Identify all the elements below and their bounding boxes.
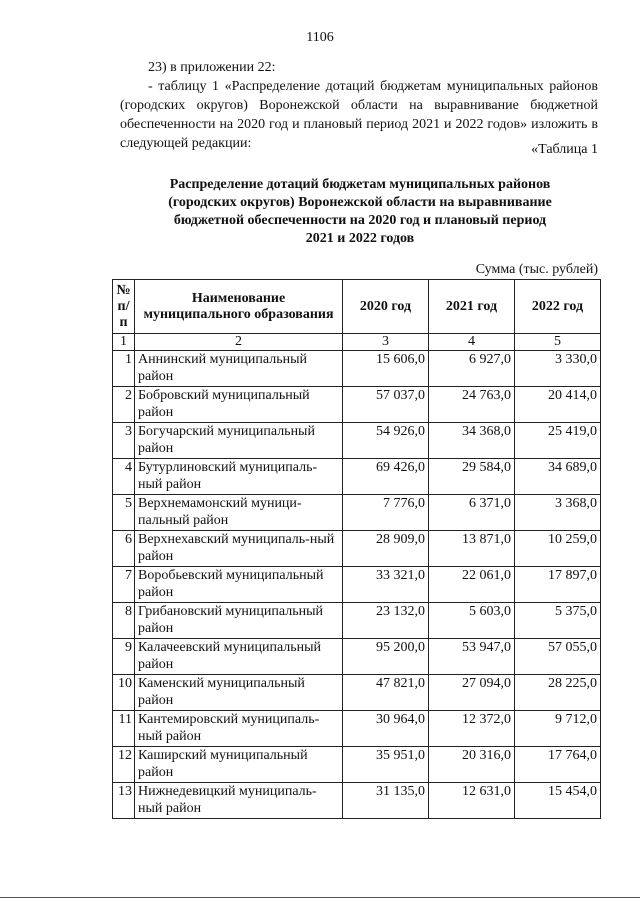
- title-line: бюджетной обеспеченности на 2020 год и плановый период: [173, 213, 547, 228]
- table-row: [113, 459, 601, 495]
- municipality-name-cell: Калачеевский муниципальный район: [135, 639, 343, 675]
- row-number-cell: 5: [113, 495, 135, 531]
- value-2022-cell: 34 689,0: [515, 459, 601, 495]
- value-2021-cell: 20 316,0: [429, 747, 515, 783]
- value-2022-cell: 15 454,0: [515, 783, 601, 819]
- value-2020-cell: 15 606,0: [343, 351, 429, 387]
- table-row: [113, 495, 601, 531]
- value-2022-cell: 3 330,0: [515, 351, 601, 387]
- header-2020: 2020 год: [343, 280, 429, 334]
- table-row: [113, 387, 601, 423]
- value-2022-cell: 25 419,0: [515, 423, 601, 459]
- municipality-name-cell: Грибановский муниципальный район: [135, 603, 343, 639]
- value-2022-cell: 3 368,0: [515, 495, 601, 531]
- row-number-cell: 10: [113, 675, 135, 711]
- value-2021-cell: 13 871,0: [429, 531, 515, 567]
- value-2021-cell: 24 763,0: [429, 387, 515, 423]
- column-number-row: [113, 334, 601, 351]
- table-row: [113, 675, 601, 711]
- municipality-name-cell: Богучарский муниципальный район: [135, 423, 343, 459]
- value-2022-cell: 5 375,0: [515, 603, 601, 639]
- value-2020-cell: 54 926,0: [343, 423, 429, 459]
- title-line: (городских округов) Воронежской области на выравнивание: [168, 195, 552, 210]
- value-2021-cell: 12 631,0: [429, 783, 515, 819]
- value-2020-cell: 47 821,0: [343, 675, 429, 711]
- value-2020-cell: 7 776,0: [343, 495, 429, 531]
- row-number-cell: 7: [113, 567, 135, 603]
- value-2021-cell: 53 947,0: [429, 639, 515, 675]
- value-2021-cell: 6 371,0: [429, 495, 515, 531]
- value-2020-cell: 57 037,0: [343, 387, 429, 423]
- row-number-cell: 1: [113, 351, 135, 387]
- column-number: 3: [343, 334, 429, 351]
- row-number-cell: 6: [113, 531, 135, 567]
- title-line: Распределение дотаций бюджетам муниципальных районов: [169, 177, 551, 192]
- table-tag: «Таблица 1: [531, 142, 598, 157]
- intro-line-1: 23) в приложении 22:: [148, 60, 276, 75]
- value-2021-cell: 29 584,0: [429, 459, 515, 495]
- municipality-name-cell: Каширский муниципальный район: [135, 747, 343, 783]
- value-2022-cell: 17 897,0: [515, 567, 601, 603]
- value-2020-cell: 30 964,0: [343, 711, 429, 747]
- table-title: [140, 176, 580, 248]
- header-row: [113, 280, 601, 334]
- header-2022: 2022 год: [515, 280, 601, 334]
- header-num: № п/п: [113, 280, 135, 334]
- table-row: [113, 747, 601, 783]
- table-body: [113, 351, 601, 819]
- title-line: 2021 и 2022 годов: [305, 231, 415, 246]
- municipality-name-cell: Верхнехавский муниципаль-ный район: [135, 531, 343, 567]
- row-number-cell: 12: [113, 747, 135, 783]
- header-name: Наименование муниципального образования: [135, 280, 343, 334]
- value-2020-cell: 95 200,0: [343, 639, 429, 675]
- value-2020-cell: 35 951,0: [343, 747, 429, 783]
- column-number: 1: [113, 334, 135, 351]
- value-2021-cell: 34 368,0: [429, 423, 515, 459]
- column-number: 2: [135, 334, 343, 351]
- row-number-cell: 3: [113, 423, 135, 459]
- value-2021-cell: 22 061,0: [429, 567, 515, 603]
- value-2022-cell: 28 225,0: [515, 675, 601, 711]
- units-caption: Сумма (тыс. рублей): [475, 262, 598, 277]
- table-row: [113, 531, 601, 567]
- table-row: [113, 639, 601, 675]
- value-2020-cell: 23 132,0: [343, 603, 429, 639]
- row-number-cell: 9: [113, 639, 135, 675]
- value-2020-cell: 31 135,0: [343, 783, 429, 819]
- table-row: [113, 783, 601, 819]
- value-2020-cell: 28 909,0: [343, 531, 429, 567]
- municipality-name-cell: Верхнемамонский муници-пальный район: [135, 495, 343, 531]
- column-number: 5: [515, 334, 601, 351]
- municipality-name-cell: Бобровский муниципальный район: [135, 387, 343, 423]
- intro-text: [120, 58, 598, 153]
- municipality-name-cell: Кантемировский муниципаль-ный район: [135, 711, 343, 747]
- subsidy-table: [112, 279, 601, 819]
- municipality-name-cell: Каменский муниципальный район: [135, 675, 343, 711]
- value-2022-cell: 10 259,0: [515, 531, 601, 567]
- row-number-cell: 8: [113, 603, 135, 639]
- row-number-cell: 13: [113, 783, 135, 819]
- row-number-cell: 4: [113, 459, 135, 495]
- table-row: [113, 603, 601, 639]
- page-number: 1106: [306, 30, 334, 45]
- row-number-cell: 2: [113, 387, 135, 423]
- value-2020-cell: 69 426,0: [343, 459, 429, 495]
- municipality-name-cell: Бутурлиновский муниципаль-ный район: [135, 459, 343, 495]
- value-2022-cell: 20 414,0: [515, 387, 601, 423]
- table-row: [113, 351, 601, 387]
- municipality-name-cell: Нижнедевицкий муниципаль-ный район: [135, 783, 343, 819]
- value-2021-cell: 6 927,0: [429, 351, 515, 387]
- value-2022-cell: 9 712,0: [515, 711, 601, 747]
- value-2021-cell: 12 372,0: [429, 711, 515, 747]
- intro-line-2: - таблицу 1 «Распределение дотаций бюджетам муниципальных районов (городских округов) Воронежской области на выравнивание бюджетной обеспеченности на 2020 год и плановый период 2021 и 2022 годов» изложить в следующей редакции:: [120, 79, 598, 151]
- bottom-divider: [0, 897, 640, 898]
- municipality-name-cell: Воробьевский муниципальный район: [135, 567, 343, 603]
- municipality-name-cell: Аннинский муниципальный район: [135, 351, 343, 387]
- header-2021: 2021 год: [429, 280, 515, 334]
- value-2022-cell: 57 055,0: [515, 639, 601, 675]
- value-2020-cell: 33 321,0: [343, 567, 429, 603]
- value-2021-cell: 5 603,0: [429, 603, 515, 639]
- table-row: [113, 423, 601, 459]
- row-number-cell: 11: [113, 711, 135, 747]
- value-2021-cell: 27 094,0: [429, 675, 515, 711]
- value-2022-cell: 17 764,0: [515, 747, 601, 783]
- column-number: 4: [429, 334, 515, 351]
- table-row: [113, 567, 601, 603]
- table-row: [113, 711, 601, 747]
